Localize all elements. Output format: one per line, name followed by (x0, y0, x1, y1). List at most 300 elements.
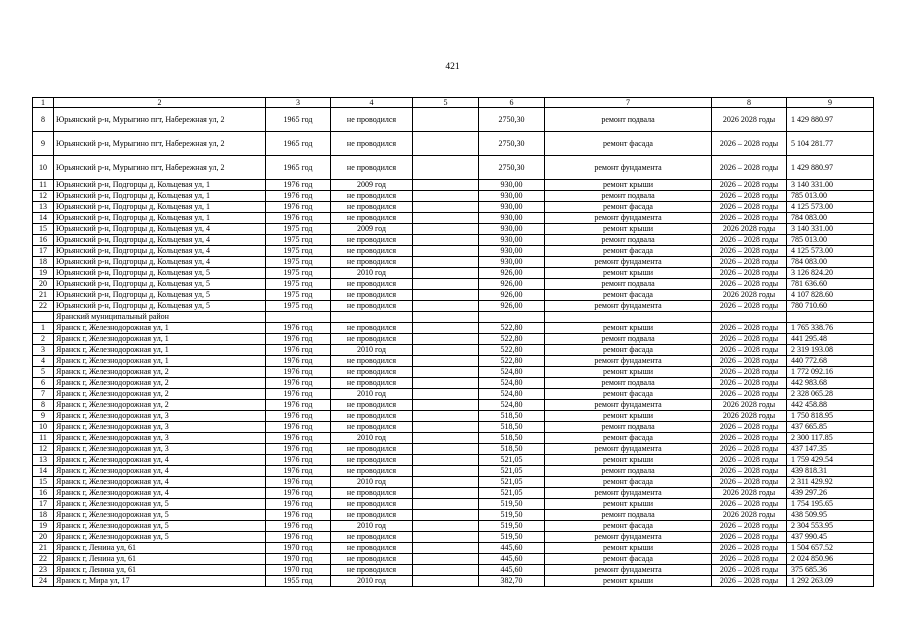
period-cell: 2026 – 2028 годы (712, 477, 787, 488)
table-row (33, 345, 874, 356)
row-number: 19 (33, 268, 54, 279)
area-cell: 521,05 (479, 455, 545, 466)
cost-cell: 439 818.31 (787, 466, 874, 477)
cost-cell: 2 024 850.96 (787, 554, 874, 565)
table-row (33, 444, 874, 455)
empty-cell (413, 312, 479, 323)
area-cell: 519,50 (479, 499, 545, 510)
row-number: 20 (33, 532, 54, 543)
last-repair-cell: не проводился (331, 554, 413, 565)
work-type-cell: ремонт крыши (545, 268, 712, 279)
table-row (33, 389, 874, 400)
period-cell: 2026 – 2028 годы (712, 543, 787, 554)
period-cell: 2026 – 2028 годы (712, 279, 787, 290)
last-repair-cell: не проводился (331, 455, 413, 466)
table-body (33, 98, 874, 587)
period-cell: 2026 2028 годы (712, 400, 787, 411)
build-year-cell: 1976 год (266, 356, 331, 367)
address-cell: Яранск г, Железнодорожная ул, 3 (54, 444, 266, 455)
last-repair-cell: не проводился (331, 565, 413, 576)
empty-cell (413, 156, 479, 180)
work-type-cell: ремонт фасада (545, 132, 712, 156)
empty-cell (413, 378, 479, 389)
period-cell: 2026 – 2028 годы (712, 132, 787, 156)
cost-cell: 438 509.95 (787, 510, 874, 521)
last-repair-cell: не проводился (331, 279, 413, 290)
area-cell: 2750,30 (479, 156, 545, 180)
address-cell: Яранск г, Железнодорожная ул, 1 (54, 323, 266, 334)
area-cell: 519,50 (479, 510, 545, 521)
empty-cell (413, 257, 479, 268)
area-cell: 2750,30 (479, 108, 545, 132)
last-repair-cell: 2010 год (331, 268, 413, 279)
row-number: 14 (33, 213, 54, 224)
period-cell: 2026 – 2028 годы (712, 378, 787, 389)
last-repair-cell: не проводился (331, 235, 413, 246)
build-year-cell: 1975 год (266, 279, 331, 290)
row-number: 11 (33, 180, 54, 191)
row-number: 18 (33, 510, 54, 521)
last-repair-cell: не проводился (331, 532, 413, 543)
empty-cell (545, 312, 712, 323)
period-cell: 2026 – 2028 годы (712, 156, 787, 180)
area-cell: 524,80 (479, 367, 545, 378)
build-year-cell: 1976 год (266, 477, 331, 488)
area-cell: 930,00 (479, 213, 545, 224)
last-repair-cell: 2010 год (331, 521, 413, 532)
table-row (33, 268, 874, 279)
empty-cell (413, 433, 479, 444)
cost-cell: 785 013.00 (787, 235, 874, 246)
table-row (33, 543, 874, 554)
empty-cell (413, 444, 479, 455)
last-repair-cell: 2010 год (331, 345, 413, 356)
area-cell: 521,05 (479, 488, 545, 499)
table-row (33, 565, 874, 576)
empty-cell (413, 191, 479, 202)
empty-cell (413, 400, 479, 411)
empty-cell (413, 202, 479, 213)
address-cell: Яранск г, Железнодорожная ул, 2 (54, 378, 266, 389)
build-year-cell: 1976 год (266, 378, 331, 389)
area-cell: 445,60 (479, 554, 545, 565)
work-type-cell: ремонт фундамента (545, 301, 712, 312)
build-year-cell: 1965 год (266, 156, 331, 180)
last-repair-cell: не проводился (331, 488, 413, 499)
address-cell: Яранск г, Железнодорожная ул, 3 (54, 422, 266, 433)
work-type-cell: ремонт фундамента (545, 532, 712, 543)
empty-cell (413, 367, 479, 378)
table-row (33, 156, 874, 180)
table-row (33, 532, 874, 543)
period-cell: 2026 – 2028 годы (712, 554, 787, 565)
work-type-cell: ремонт подвала (545, 279, 712, 290)
address-cell: Юрьянский р-н, Подгорцы д, Кольцевая ул, 4 (54, 246, 266, 257)
empty-cell (413, 246, 479, 257)
empty-cell (413, 554, 479, 565)
cost-cell: 441 295.48 (787, 334, 874, 345)
row-number: 21 (33, 290, 54, 301)
address-cell: Яранск г, Железнодорожная ул, 3 (54, 411, 266, 422)
area-cell: 926,00 (479, 268, 545, 279)
empty-cell (413, 543, 479, 554)
cost-cell: 2 328 065.28 (787, 389, 874, 400)
table-row (33, 301, 874, 312)
build-year-cell: 1976 год (266, 532, 331, 543)
area-cell: 518,50 (479, 411, 545, 422)
build-year-cell: 1976 год (266, 433, 331, 444)
area-cell: 524,80 (479, 400, 545, 411)
section-header-row (33, 312, 874, 323)
address-cell: Яранск г, Железнодорожная ул, 1 (54, 356, 266, 367)
empty-cell (413, 389, 479, 400)
row-number: 20 (33, 279, 54, 290)
address-cell: Юрьянский р-н, Мурыгино пгт, Набережная ул, 2 (54, 108, 266, 132)
address-cell: Яранск г, Железнодорожная ул, 5 (54, 521, 266, 532)
period-cell: 2026 2028 годы (712, 510, 787, 521)
row-number: 21 (33, 543, 54, 554)
address-cell: Яранск г, Железнодорожная ул, 5 (54, 510, 266, 521)
build-year-cell: 1970 год (266, 543, 331, 554)
table-row (33, 202, 874, 213)
table-row (33, 235, 874, 246)
cost-cell: 4 107 828.60 (787, 290, 874, 301)
work-type-cell: ремонт фундамента (545, 257, 712, 268)
address-cell: Яранск г, Ленина ул, 61 (54, 543, 266, 554)
build-year-cell: 1976 год (266, 334, 331, 345)
last-repair-cell: 2009 год (331, 224, 413, 235)
last-repair-cell: не проводился (331, 400, 413, 411)
work-type-cell: ремонт подвала (545, 334, 712, 345)
period-cell: 2026 – 2028 годы (712, 466, 787, 477)
area-cell: 522,80 (479, 334, 545, 345)
row-number: 24 (33, 576, 54, 587)
table-row (33, 400, 874, 411)
period-cell: 2026 – 2028 годы (712, 213, 787, 224)
empty-cell (413, 290, 479, 301)
last-repair-cell: не проводился (331, 422, 413, 433)
area-cell: 445,60 (479, 543, 545, 554)
build-year-cell: 1965 год (266, 132, 331, 156)
area-cell: 518,50 (479, 422, 545, 433)
build-year-cell: 1976 год (266, 521, 331, 532)
build-year-cell: 1976 год (266, 411, 331, 422)
table-row (33, 455, 874, 466)
table-row (33, 422, 874, 433)
build-year-cell: 1976 год (266, 213, 331, 224)
row-number: 16 (33, 488, 54, 499)
last-repair-cell: 2010 год (331, 576, 413, 587)
row-number: 9 (33, 411, 54, 422)
table-row (33, 246, 874, 257)
last-repair-cell: 2010 год (331, 477, 413, 488)
area-cell: 930,00 (479, 224, 545, 235)
area-cell: 930,00 (479, 246, 545, 257)
table-row (33, 554, 874, 565)
row-number: 19 (33, 521, 54, 532)
area-cell: 926,00 (479, 279, 545, 290)
build-year-cell: 1976 год (266, 202, 331, 213)
build-year-cell: 1975 год (266, 301, 331, 312)
build-year-cell: 1976 год (266, 323, 331, 334)
cost-cell: 442 983.68 (787, 378, 874, 389)
address-cell: Яранск г, Ленина ул, 61 (54, 554, 266, 565)
build-year-cell: 1975 год (266, 290, 331, 301)
cost-cell: 1 292 263.09 (787, 576, 874, 587)
empty-cell (787, 312, 874, 323)
cost-cell: 1 759 429.54 (787, 455, 874, 466)
work-type-cell: ремонт крыши (545, 367, 712, 378)
period-cell: 2026 – 2028 годы (712, 334, 787, 345)
table-row (33, 213, 874, 224)
address-cell: Яранск г, Железнодорожная ул, 4 (54, 455, 266, 466)
table-row (33, 466, 874, 477)
work-type-cell: ремонт подвала (545, 422, 712, 433)
build-year-cell: 1976 год (266, 345, 331, 356)
period-cell: 2026 2028 годы (712, 290, 787, 301)
table-row (33, 433, 874, 444)
area-cell: 930,00 (479, 191, 545, 202)
row-number: 1 (33, 323, 54, 334)
build-year-cell: 1965 год (266, 108, 331, 132)
column-number: 8 (712, 98, 787, 108)
last-repair-cell: не проводился (331, 499, 413, 510)
last-repair-cell: не проводился (331, 323, 413, 334)
last-repair-cell: не проводился (331, 510, 413, 521)
table-row (33, 257, 874, 268)
last-repair-cell: не проводился (331, 444, 413, 455)
table-row (33, 477, 874, 488)
address-cell: Яранск г, Железнодорожная ул, 5 (54, 499, 266, 510)
period-cell: 2026 – 2028 годы (712, 301, 787, 312)
period-cell: 2026 – 2028 годы (712, 202, 787, 213)
address-cell: Юрьянский р-н, Подгорцы д, Кольцевая ул, 5 (54, 290, 266, 301)
period-cell: 2026 – 2028 годы (712, 521, 787, 532)
build-year-cell: 1975 год (266, 257, 331, 268)
cost-cell: 440 772.68 (787, 356, 874, 367)
area-cell: 524,80 (479, 378, 545, 389)
cost-cell: 375 685.36 (787, 565, 874, 576)
row-number: 22 (33, 301, 54, 312)
empty-cell (413, 132, 479, 156)
cost-cell: 784 083.00 (787, 257, 874, 268)
address-cell: Юрьянский р-н, Подгорцы д, Кольцевая ул, 4 (54, 224, 266, 235)
address-cell: Яранск г, Ленина ул, 61 (54, 565, 266, 576)
area-cell: 930,00 (479, 202, 545, 213)
empty-cell (266, 312, 331, 323)
area-cell: 926,00 (479, 301, 545, 312)
row-number: 4 (33, 356, 54, 367)
period-cell: 2026 2028 годы (712, 488, 787, 499)
area-cell: 522,80 (479, 356, 545, 367)
row-number: 6 (33, 378, 54, 389)
empty-cell (413, 499, 479, 510)
last-repair-cell: не проводился (331, 334, 413, 345)
table-row (33, 499, 874, 510)
period-cell: 2026 – 2028 годы (712, 235, 787, 246)
address-cell: Яранск г, Железнодорожная ул, 4 (54, 488, 266, 499)
row-number: 12 (33, 191, 54, 202)
empty-cell (413, 268, 479, 279)
address-cell: Юрьянский р-н, Подгорцы д, Кольцевая ул, 1 (54, 202, 266, 213)
work-type-cell: ремонт фасада (545, 389, 712, 400)
address-cell: Яранск г, Железнодорожная ул, 2 (54, 367, 266, 378)
empty-cell (413, 532, 479, 543)
work-type-cell: ремонт подвала (545, 378, 712, 389)
empty-cell (413, 301, 479, 312)
build-year-cell: 1976 год (266, 180, 331, 191)
address-cell: Юрьянский р-н, Мурыгино пгт, Набережная ул, 2 (54, 132, 266, 156)
row-number: 3 (33, 345, 54, 356)
build-year-cell: 1975 год (266, 235, 331, 246)
work-type-cell: ремонт фундамента (545, 488, 712, 499)
area-cell: 521,05 (479, 477, 545, 488)
row-number: 11 (33, 433, 54, 444)
build-year-cell: 1976 год (266, 367, 331, 378)
work-type-cell: ремонт крыши (545, 499, 712, 510)
work-type-cell: ремонт фасада (545, 433, 712, 444)
column-number: 4 (331, 98, 413, 108)
period-cell: 2026 – 2028 годы (712, 444, 787, 455)
period-cell: 2026 2028 годы (712, 411, 787, 422)
work-type-cell: ремонт фасада (545, 477, 712, 488)
work-type-cell: ремонт фундамента (545, 565, 712, 576)
build-year-cell: 1975 год (266, 224, 331, 235)
cost-cell: 1 429 880.97 (787, 108, 874, 132)
work-type-cell: ремонт подвала (545, 108, 712, 132)
work-type-cell: ремонт крыши (545, 224, 712, 235)
cost-cell: 2 304 553.95 (787, 521, 874, 532)
work-type-cell: ремонт фасада (545, 246, 712, 257)
cost-cell: 1 750 818.95 (787, 411, 874, 422)
row-number: 14 (33, 466, 54, 477)
last-repair-cell: не проводился (331, 356, 413, 367)
area-cell: 522,80 (479, 323, 545, 334)
empty-cell (413, 422, 479, 433)
work-type-cell: ремонт крыши (545, 180, 712, 191)
table-row (33, 367, 874, 378)
cost-cell: 1 429 880.97 (787, 156, 874, 180)
period-cell: 2026 – 2028 годы (712, 367, 787, 378)
row-number: 10 (33, 422, 54, 433)
area-cell: 519,50 (479, 532, 545, 543)
last-repair-cell: не проводился (331, 367, 413, 378)
empty-cell (413, 356, 479, 367)
row-number: 18 (33, 257, 54, 268)
area-cell: 518,50 (479, 444, 545, 455)
last-repair-cell: не проводился (331, 543, 413, 554)
empty-cell (413, 576, 479, 587)
build-year-cell: 1976 год (266, 455, 331, 466)
column-number-row (33, 98, 874, 108)
period-cell: 2026 – 2028 годы (712, 499, 787, 510)
last-repair-cell: не проводился (331, 132, 413, 156)
last-repair-cell: не проводился (331, 466, 413, 477)
cost-cell: 2 311 429.92 (787, 477, 874, 488)
build-year-cell: 1975 год (266, 268, 331, 279)
last-repair-cell: 2010 год (331, 433, 413, 444)
work-type-cell: ремонт фасада (545, 345, 712, 356)
empty-cell (413, 565, 479, 576)
empty-cell (413, 466, 479, 477)
row-number: 2 (33, 334, 54, 345)
row-number: 15 (33, 477, 54, 488)
empty-cell (413, 455, 479, 466)
work-type-cell: ремонт подвала (545, 235, 712, 246)
cost-cell: 437 665.85 (787, 422, 874, 433)
work-type-cell: ремонт фасада (545, 202, 712, 213)
cost-cell: 442 458.88 (787, 400, 874, 411)
address-cell: Яранск г, Железнодорожная ул, 2 (54, 389, 266, 400)
address-cell: Яранск г, Железнодорожная ул, 5 (54, 532, 266, 543)
area-cell: 926,00 (479, 290, 545, 301)
build-year-cell: 1976 год (266, 488, 331, 499)
last-repair-cell: не проводился (331, 301, 413, 312)
row-number (33, 312, 54, 323)
column-number: 5 (413, 98, 479, 108)
period-cell: 2026 – 2028 годы (712, 356, 787, 367)
build-year-cell: 1976 год (266, 191, 331, 202)
empty-cell (413, 477, 479, 488)
table-row (33, 279, 874, 290)
last-repair-cell: не проводился (331, 290, 413, 301)
empty-cell (413, 488, 479, 499)
cost-cell: 780 710.60 (787, 301, 874, 312)
page-number: 421 (445, 62, 460, 72)
build-year-cell: 1976 год (266, 400, 331, 411)
work-type-cell: ремонт фасада (545, 554, 712, 565)
row-number: 23 (33, 565, 54, 576)
cost-cell: 5 104 281.77 (787, 132, 874, 156)
build-year-cell: 1975 год (266, 246, 331, 257)
table-row (33, 132, 874, 156)
column-number: 6 (479, 98, 545, 108)
cost-cell: 3 140 331.00 (787, 180, 874, 191)
period-cell: 2026 – 2028 годы (712, 246, 787, 257)
address-cell: Яранск г, Железнодорожная ул, 2 (54, 400, 266, 411)
address-cell: Яранск г, Железнодорожная ул, 4 (54, 466, 266, 477)
period-cell: 2026 – 2028 годы (712, 345, 787, 356)
work-type-cell: ремонт крыши (545, 323, 712, 334)
area-cell: 930,00 (479, 180, 545, 191)
area-cell: 445,60 (479, 565, 545, 576)
cost-cell: 4 125 573.00 (787, 246, 874, 257)
area-cell: 518,50 (479, 433, 545, 444)
row-number: 8 (33, 400, 54, 411)
cost-cell: 2 300 117.85 (787, 433, 874, 444)
address-cell: Юрьянский р-н, Подгорцы д, Кольцевая ул, 1 (54, 191, 266, 202)
address-cell: Юрьянский р-н, Подгорцы д, Кольцевая ул, 5 (54, 301, 266, 312)
table-row (33, 411, 874, 422)
table-row (33, 356, 874, 367)
empty-cell (413, 411, 479, 422)
row-number: 9 (33, 132, 54, 156)
empty-cell (331, 312, 413, 323)
row-number: 7 (33, 389, 54, 400)
period-cell: 2026 – 2028 годы (712, 257, 787, 268)
period-cell: 2026 – 2028 годы (712, 565, 787, 576)
build-year-cell: 1970 год (266, 554, 331, 565)
table-row (33, 290, 874, 301)
build-year-cell: 1955 год (266, 576, 331, 587)
last-repair-cell: не проводился (331, 156, 413, 180)
table-row (33, 191, 874, 202)
column-number: 3 (266, 98, 331, 108)
row-number: 5 (33, 367, 54, 378)
repair-schedule-table (32, 97, 874, 587)
empty-cell (413, 345, 479, 356)
row-number: 15 (33, 224, 54, 235)
